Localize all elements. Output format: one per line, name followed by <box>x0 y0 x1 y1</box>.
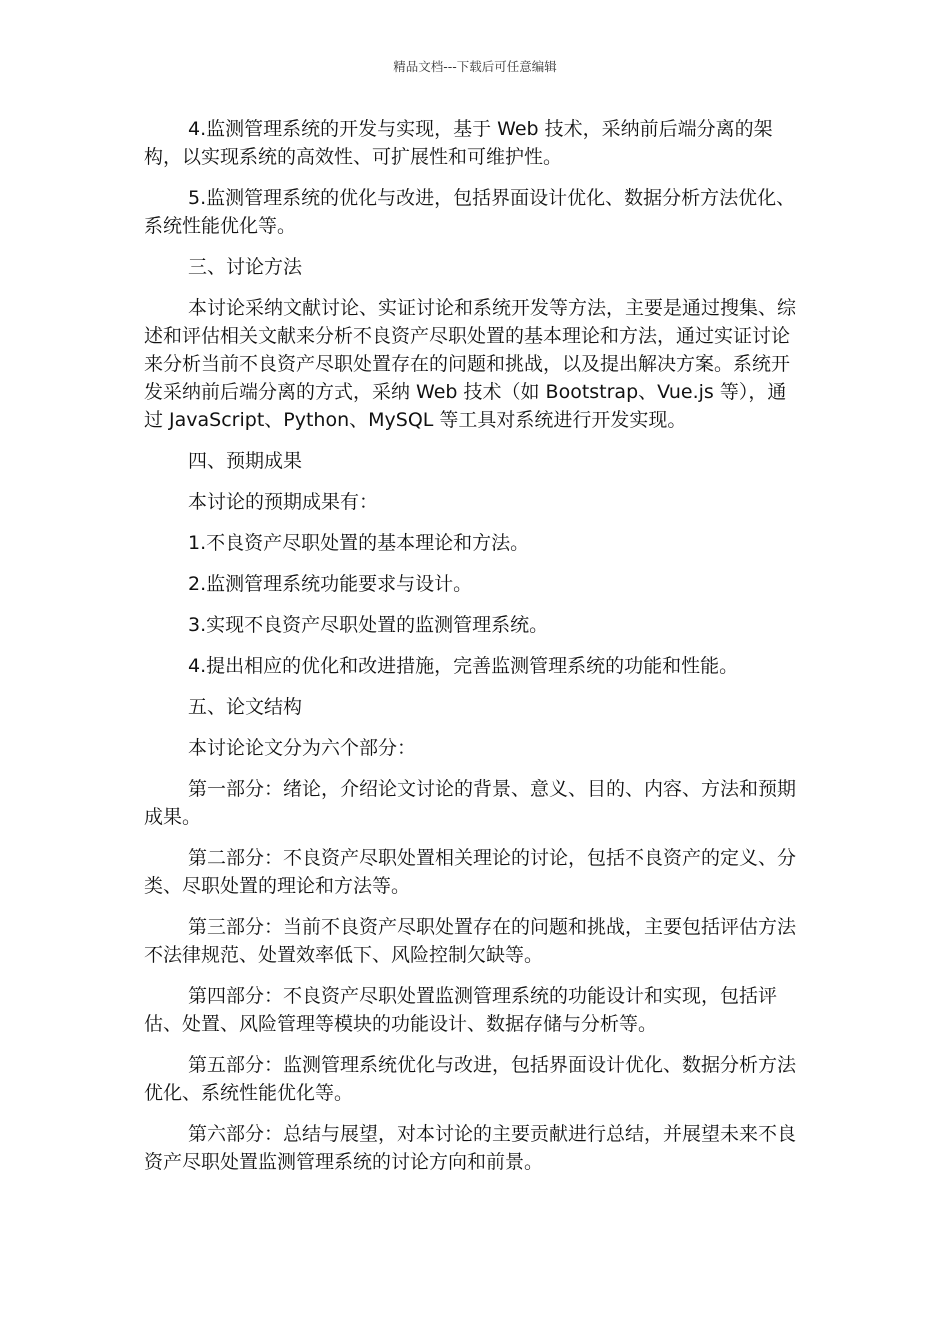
list-item-5: 5.监测管理系统的优化与改进，包括界面设计优化、数据分析方法优化、系统性能优化等。 <box>144 187 796 237</box>
outcomes-intro: 本讨论的预期成果有： <box>188 491 379 513</box>
structure-part-4: 第四部分：不良资产尽职处置监测管理系统的功能设计和实现，包括评估、处置、风险管理等模块的功能设计、数据存储与分析等。 <box>144 985 778 1035</box>
methods-paragraph: 本讨论采纳文献讨论、实证讨论和系统开发等方法，主要是通过搜集、综述和评估相关文献来分析不良资产尽职处置的基本理论和方法，通过实证讨论来分析当前不良资产尽职处置存在的问题和挑战，以及提出解决方案。系统开发采纳前后端分离的方式，采纳 Web 技术（如 Bootstrap、Vue.js 等），通过 JavaScript、Python、MySQL 等工具对系统进行开发实现。 <box>144 297 797 431</box>
outcome-item-3: 3.实现不良资产尽职处置的监测管理系统。 <box>188 614 549 636</box>
page-header: 精品文档---下载后可任意编辑 <box>393 59 557 74</box>
section-heading-methods: 三、讨论方法 <box>188 256 303 278</box>
structure-part-1: 第一部分：绪论，介绍论文讨论的背景、意义、目的、内容、方法和预期成果。 <box>144 778 797 828</box>
list-item-4: 4.监测管理系统的开发与实现，基于 Web 技术，采纳前后端分离的架构，以实现系统的高效性、可扩展性和可维护性。 <box>144 118 773 168</box>
section-heading-outcomes: 四、预期成果 <box>188 450 303 472</box>
structure-part-3: 第三部分：当前不良资产尽职处置存在的问题和挑战，主要包括评估方法不法律规范、处置效率低下、风险控制欠缺等。 <box>144 916 797 966</box>
outcome-item-1: 1.不良资产尽职处置的基本理论和方法。 <box>188 532 530 554</box>
outcome-item-2: 2.监测管理系统功能要求与设计。 <box>188 573 473 595</box>
document-body <box>144 115 804 1189</box>
structure-part-5: 第五部分：监测管理系统优化与改进，包括界面设计优化、数据分析方法优化、系统性能优化等。 <box>144 1054 797 1104</box>
section-heading-structure: 五、论文结构 <box>188 696 303 718</box>
outcome-item-4: 4.提出相应的优化和改进措施，完善监测管理系统的功能和性能。 <box>188 655 739 677</box>
structure-part-6: 第六部分：总结与展望，对本讨论的主要贡献进行总结，并展望未来不良资产尽职处置监测管理系统的讨论方向和前景。 <box>144 1123 797 1173</box>
structure-part-2: 第二部分：不良资产尽职处置相关理论的讨论，包括不良资产的定义、分类、尽职处置的理论和方法等。 <box>144 847 797 897</box>
structure-intro: 本讨论论文分为六个部分： <box>188 737 417 759</box>
